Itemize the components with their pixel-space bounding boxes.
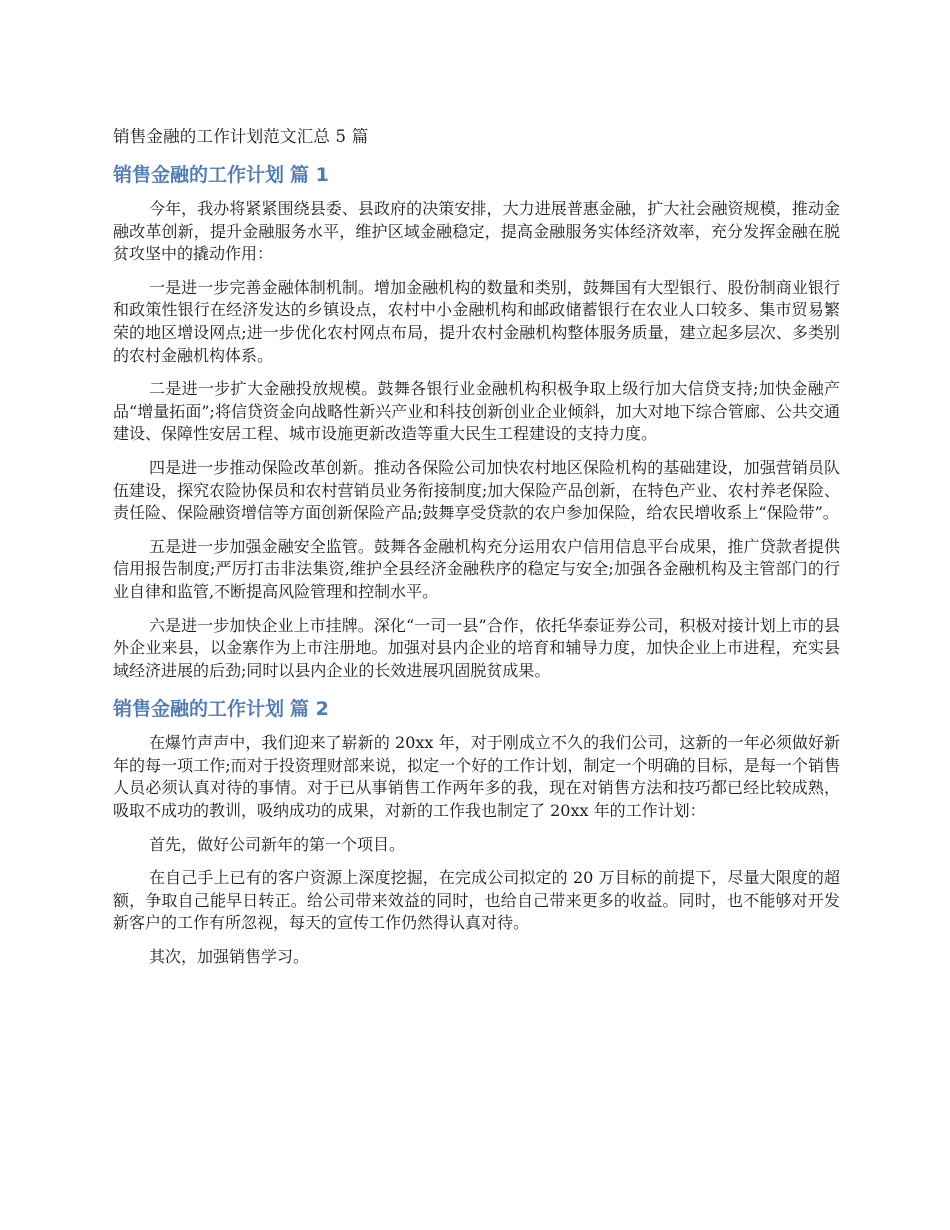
paragraph: 在自己手上已有的客户资源上深度挖掘，在完成公司拟定的 20 万目标的前提下，尽量大限度的超额，争取自己能早日转正。给公司带来效益的同时，也给自己带来更多的收益。同时，也不能够对开发新客户的工作有所忽视，每天的宣传工作仍然得认真对待。	[113, 868, 840, 933]
section-heading	[113, 696, 840, 722]
section-heading-number: 篇 2	[290, 698, 329, 721]
section-heading	[113, 162, 840, 188]
paragraph: 其次，加强销售学习。	[149, 947, 310, 967]
document-title: 销售金融的工作计划范文汇总 5 篇	[113, 127, 369, 146]
paragraph: 一是进一步完善金融体制机制。增加金融机构的数量和类别，鼓舞国有大型银行、股份制商业银行和政策性银行在经济发达的乡镇设点，农村中小金融机构和邮政储蓄银行在农业人口较多、集市贸易繁荣的地区增设网点;进一步优化农村网点布局，提升农村金融机构整体服务质量，建立起多层次、多类别的农村金融机构体系。	[113, 277, 840, 365]
section-heading-text: 销售金融的工作计划	[113, 164, 285, 186]
paragraph: 二是进一步扩大金融投放规模。鼓舞各银行业金融机构积极争取上级行加大信贷支持;加快金融产品“增量拓面”;将信贷资金向战略性新兴产业和科技创新创业企业倾斜，加大对地下综合管廊、公共交通建设、保障性安居工程、城市设施更新改造等重大民生工程建设的支持力度。	[113, 379, 840, 444]
paragraph: 五是进一步加强金融安全监管。鼓舞各金融机构充分运用农户信用信息平台成果，推广贷款者提供信用报告制度;严厉打击非法集资,维护全县经济金融秩序的稳定与安全;加强各金融机构及主管部门的行业自律和监管,不断提高风险管理和控制水平。	[113, 536, 840, 601]
paragraph: 今年，我办将紧紧围绕县委、县政府的决策安排，大力进展普惠金融，扩大社会融资规模，推动金融改革创新，提升金融服务水平，维护区域金融稳定，提高金融服务实体经济效率，充分发挥金融在脱贫攻坚中的撬动作用：	[113, 199, 840, 264]
section-heading-number: 篇 1	[290, 164, 329, 186]
paragraph: 四是进一步推动保险改革创新。推动各保险公司加快农村地区保险机构的基础建设，加强营销员队伍建设，探究农险协保员和农村营销员业务衔接制度;加大保险产品创新，在特色产业、农村养老保险、责任险、保险融资增信等方面创新保险产品;鼓舞享受贷款的农户参加保险，给农民增收系上“保险带”。	[113, 457, 840, 523]
paragraph: 首先，做好公司新年的第一个项目。	[149, 834, 406, 854]
section-1	[113, 162, 840, 682]
section-heading-text: 销售金融的工作计划	[113, 698, 285, 721]
section-2	[113, 696, 840, 968]
paragraph: 六是进一步加快企业上市挂牌。深化“一司一县”合作，依托华泰证券公司，积极对接计划上市的县外企业来县，以金寨作为上市注册地。加强对县内企业的培育和辅导力度，加快企业上市进程，充实县域经济进展的后劲;同时以县内企业的长效进展巩固脱贫成果。	[113, 615, 840, 680]
document-page	[113, 126, 840, 980]
paragraph: 在爆竹声声中，我们迎来了崭新的 20xx 年，对于刚成立不久的我们公司，这新的一年必须做好新年的每一项工作;而对于投资理财部来说，拟定一个好的工作计划，制定一个明确的目标，是每一个销售人员必须认真对待的事情。对于已从事销售工作两年多的我，现在对销售方法和技巧都已经比较成熟，吸取不成功的教训，吸纳成功的成果，对新的工作我也制定了 20xx 年的工作计划：	[113, 733, 840, 821]
